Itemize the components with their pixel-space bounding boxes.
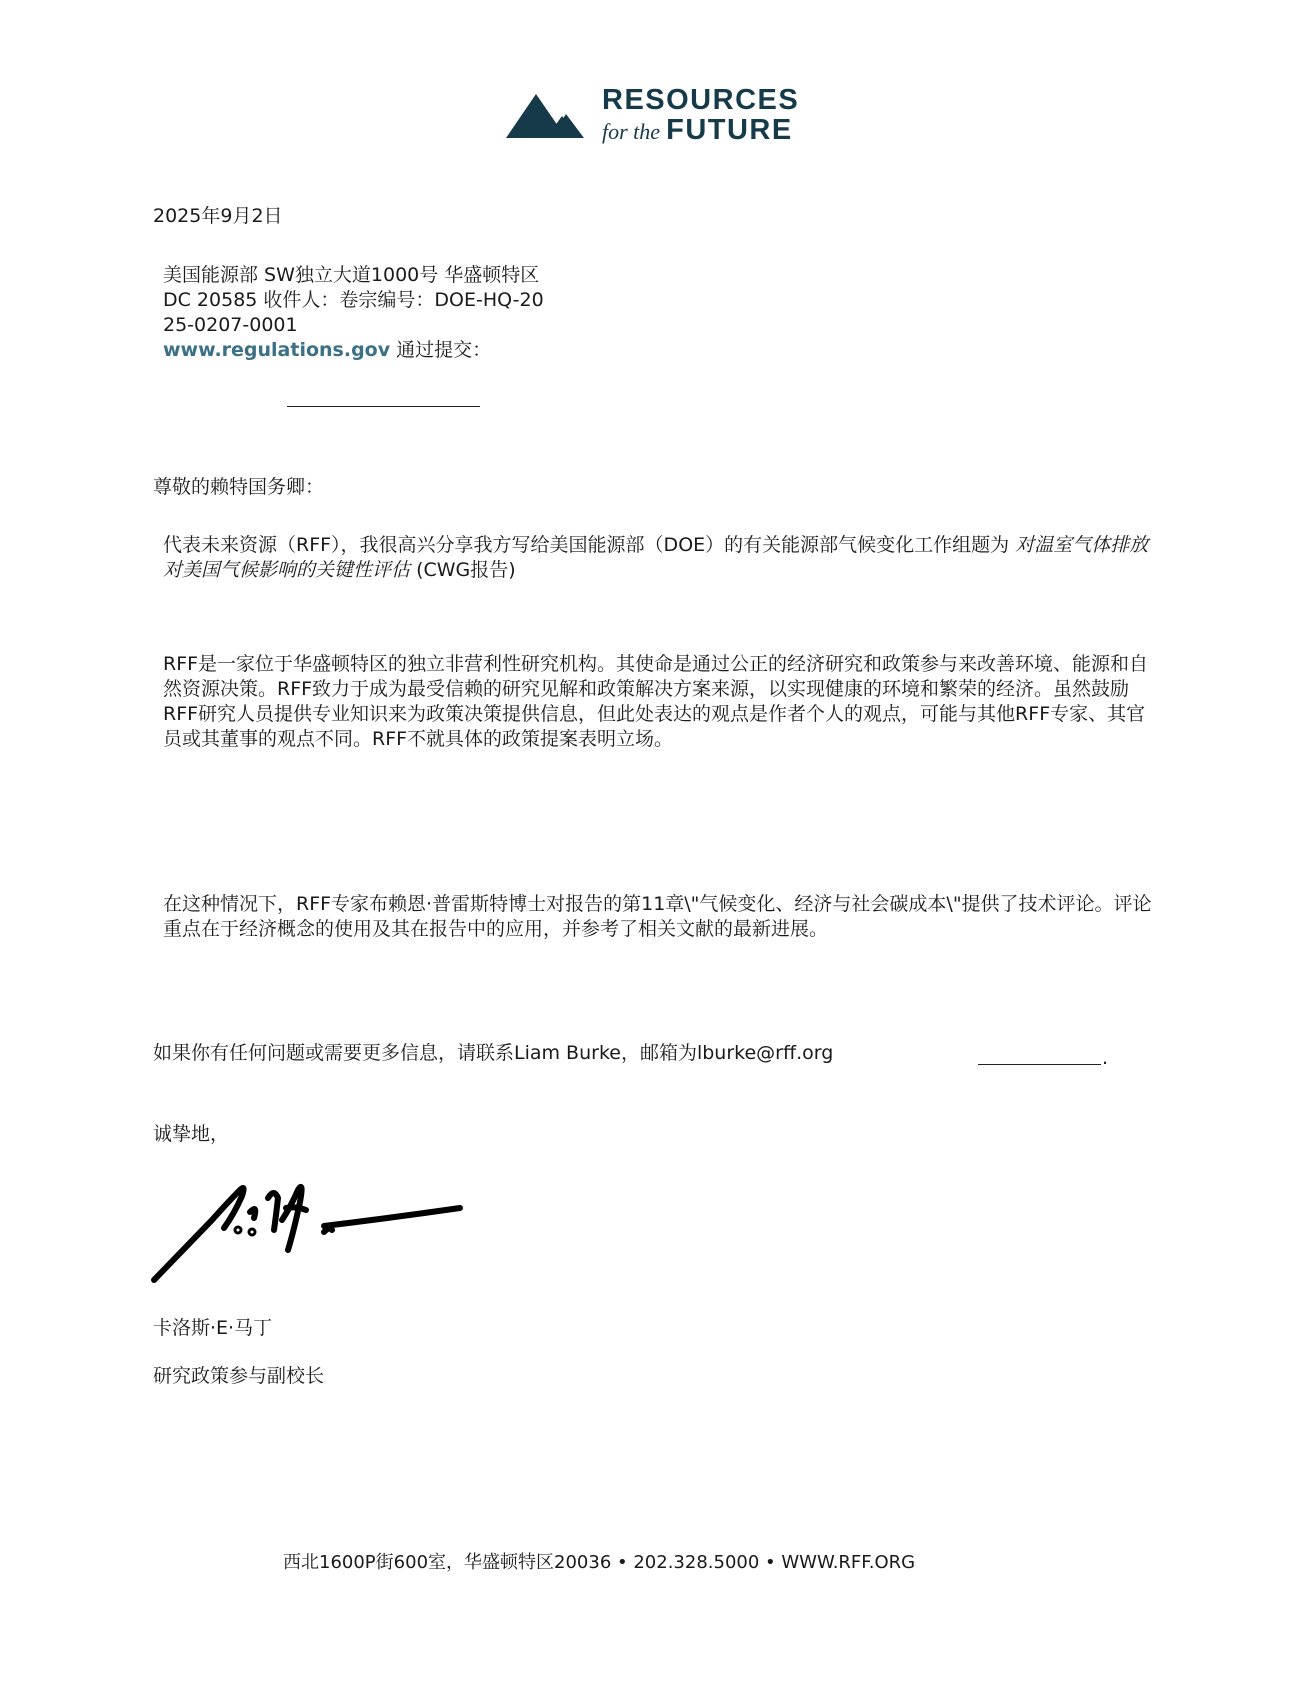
footer-address: 西北1600P街600室，华盛顿特区20036 • 202.328.5000 • WWW.RFF.ORG	[283, 1552, 916, 1573]
mountain-logo-icon	[506, 88, 596, 140]
paragraph-about-rff: RFF是一家位于华盛顿特区的独立非营利性研究机构。其使命是通过公正的经济研究和政策参与来改善环境、能源和自然资源决策。RFF致力于成为最受信赖的研究见解和政策解决方案来源，以实现健康的环境和繁荣的经济。虽然鼓励RFF研究人员提供专业知识来为政策决策提供信息，但此处表达的观点是作者个人的观点，可能与其他RFF专家、其官员或其董事的观点不同。RFF不就具体的政策提案表明立场。	[163, 653, 1149, 750]
logo-wordmark-line1: RESOURCES	[602, 84, 800, 116]
paragraph-intro	[163, 533, 1153, 583]
contact-period: .	[1102, 1047, 1109, 1069]
recipient-address	[163, 263, 603, 363]
rff-logo	[506, 84, 800, 146]
blank-underline	[287, 406, 480, 407]
address-line-4	[163, 338, 603, 363]
signer-title: 研究政策参与副校长	[153, 1365, 325, 1387]
handwritten-signature	[150, 1168, 470, 1286]
regulations-link[interactable]: www.regulations.gov	[163, 339, 391, 361]
letter-date: 2025年9月2日	[153, 205, 283, 227]
report-title: 对温室气体排放对美国气候影响的关键性评估	[163, 534, 1149, 581]
logo-for-the: for the	[602, 119, 661, 144]
address-line-2: DC 20585 收件人：卷宗编号：DOE-HQ-20	[163, 289, 544, 311]
logo-future: FUTURE	[666, 114, 793, 146]
salutation: 尊敬的赖特国务卿：	[153, 476, 325, 498]
address-line-3: 25-0207-0001	[163, 314, 298, 336]
report-abbrev: (CWG报告)	[416, 559, 516, 581]
address-line-1: 美国能源部 SW独立大道1000号 华盛顿特区	[163, 264, 540, 286]
closing: 诚挚地，	[153, 1123, 230, 1145]
signer-name: 卡洛斯·E·马丁	[153, 1317, 273, 1339]
contact-underline	[978, 1064, 1101, 1065]
paragraph-comment-context: 在这种情况下，RFF专家布赖恩·普雷斯特博士对报告的第11章\"气候变化、经济与社会碳成本\"提供了技术评论。评论重点在于经济概念的使用及其在报告中的应用，并参考了相关文献的最新进展。	[163, 893, 1152, 940]
logo-wordmark-line2	[602, 114, 793, 149]
paragraph-intro-text: 代表未来资源（RFF），我很高兴分享我方写给美国能源部（DOE）的有关能源部气候变化工作组题为	[163, 534, 1010, 556]
contact-line: 如果你有任何问题或需要更多信息，请联系Liam Burke，邮箱为lburke@rff.org	[153, 1042, 834, 1064]
submit-via-text: 通过提交：	[396, 339, 492, 361]
